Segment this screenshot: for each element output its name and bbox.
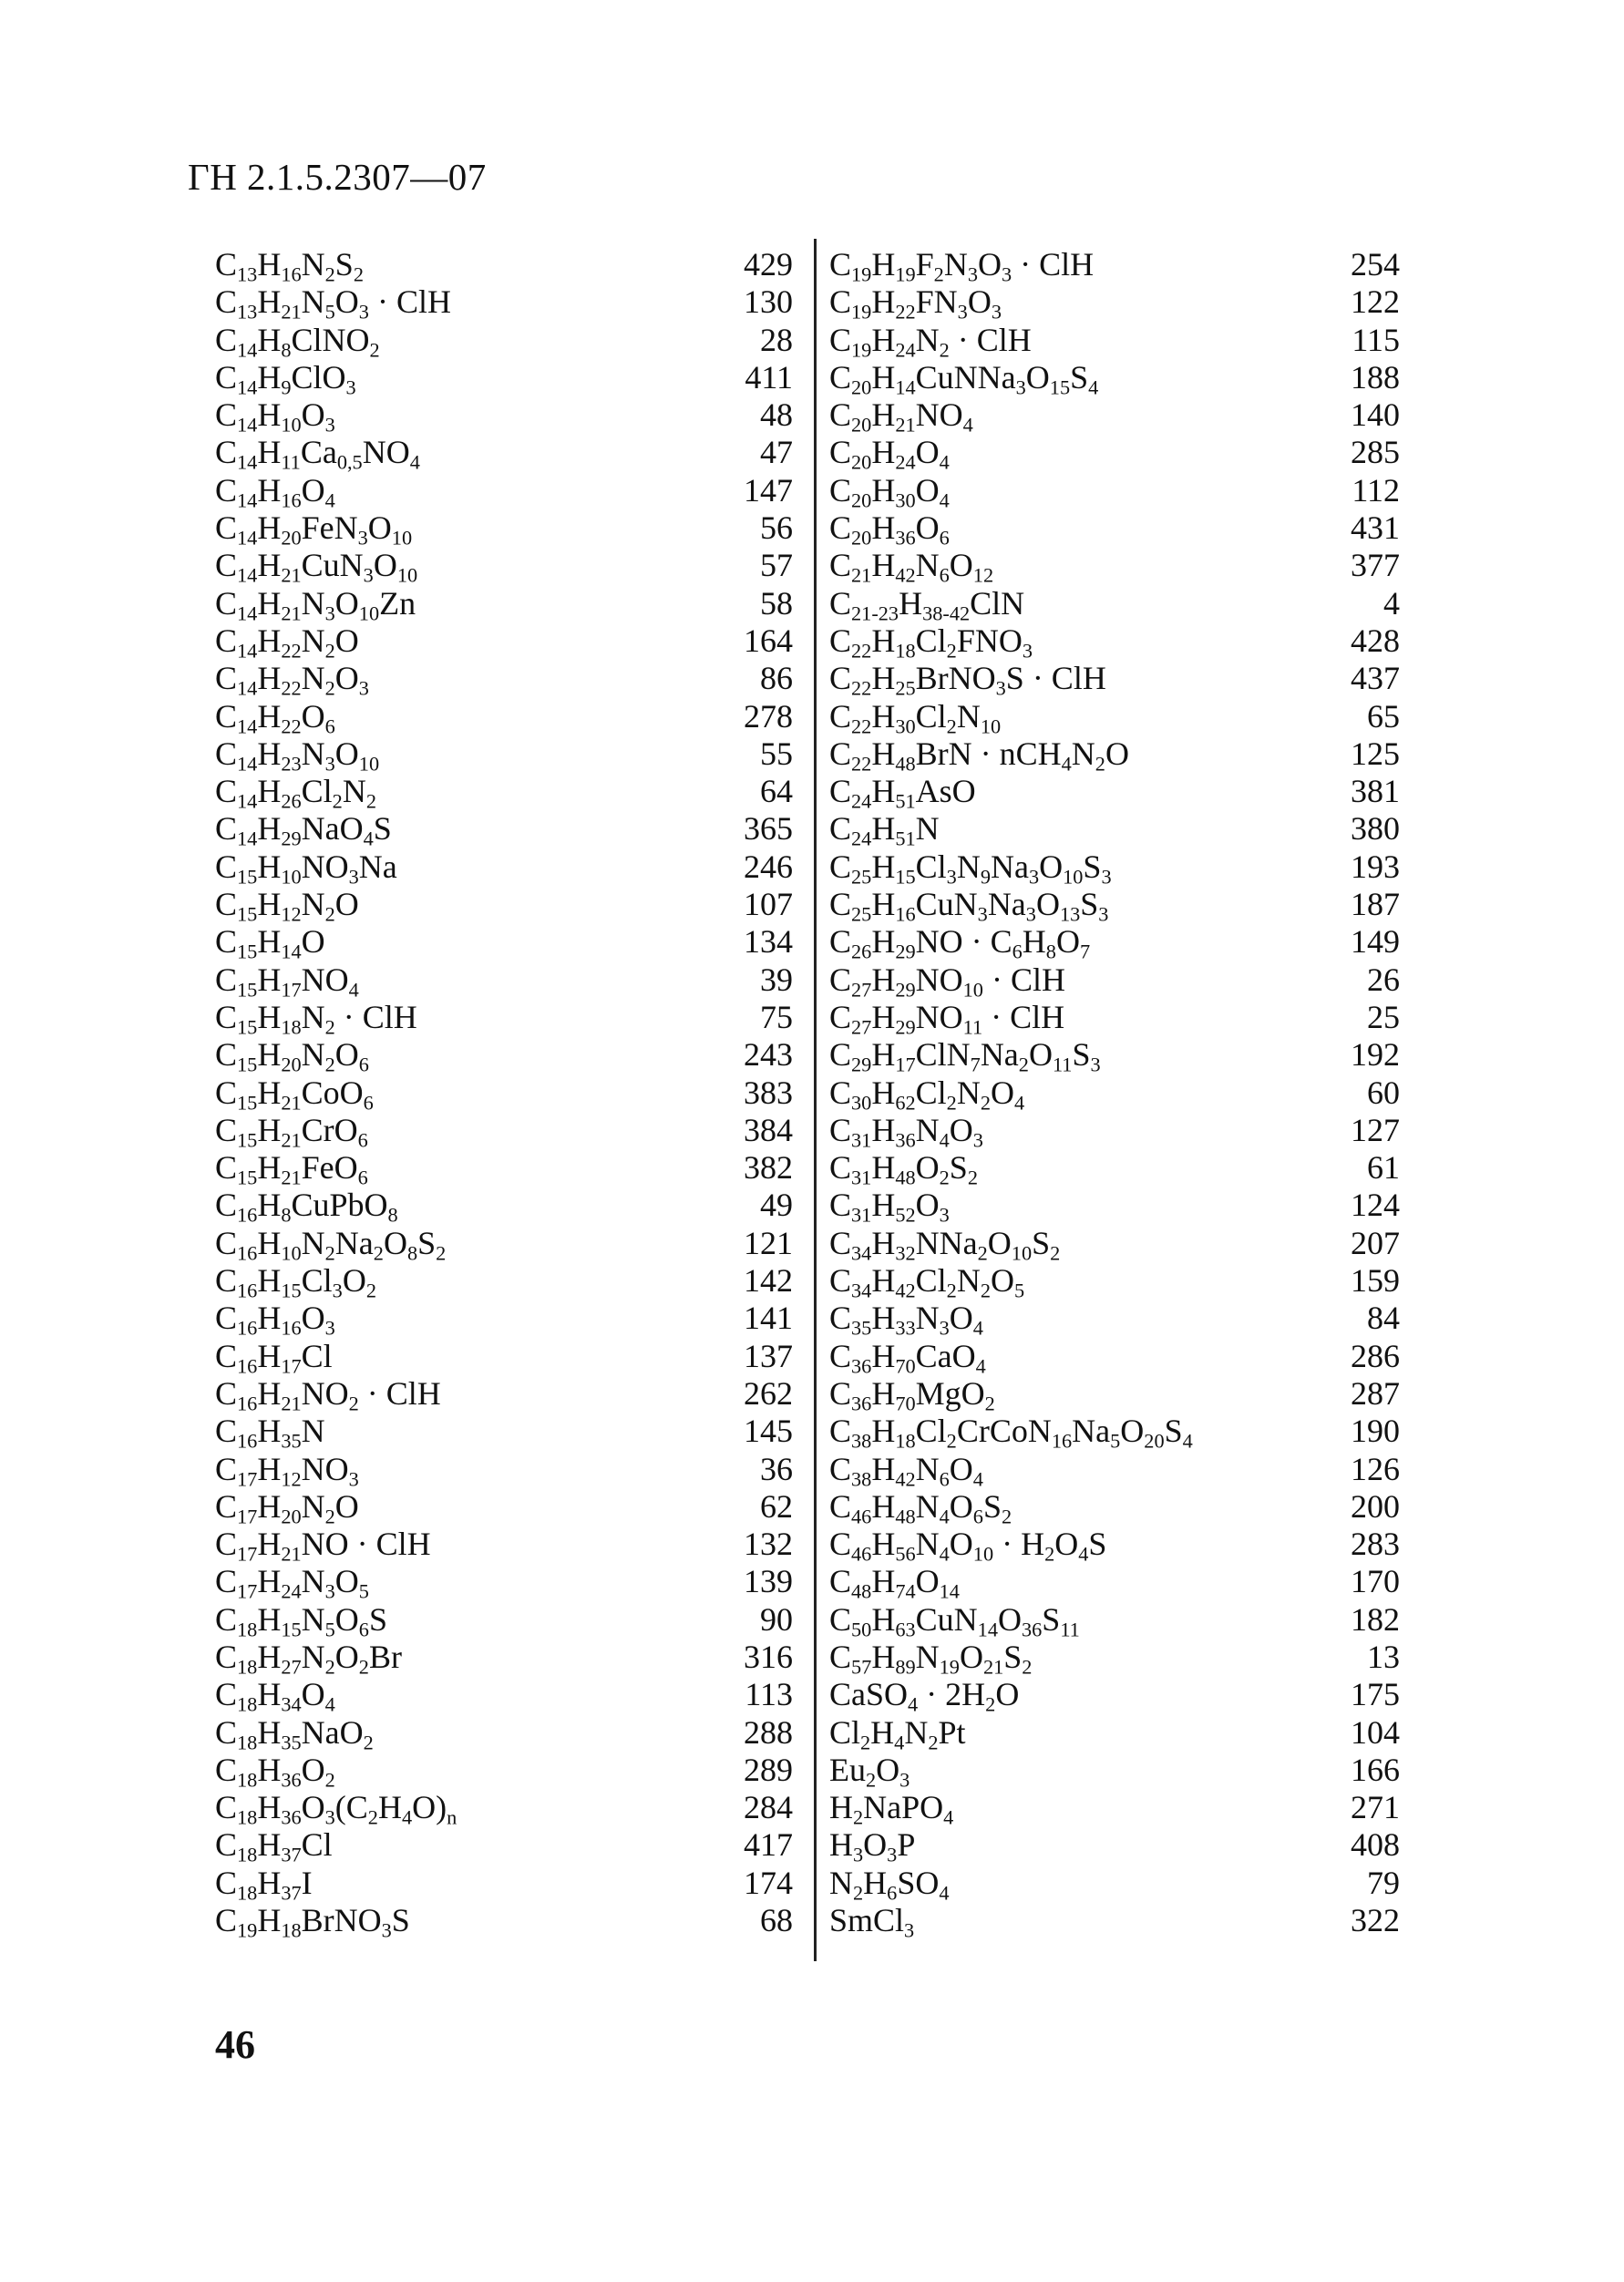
reference-number: 262 (744, 1374, 793, 1412)
reference-number: 132 (744, 1526, 793, 1563)
formula-row (829, 1751, 1400, 1792)
formula-text: $C_{17}H_{21}NO$ · ClH (215, 1526, 431, 1566)
reference-number: 115 (1352, 321, 1400, 358)
formula-row (829, 810, 1400, 851)
formula-text: $C_{36}H_{70}CaO_4$ (829, 1337, 986, 1378)
formula-text: $C_{16}H_{15}Cl_3O_2$ (215, 1262, 376, 1302)
formula-text: $C_{17}H_{12}NO_3$ (215, 1450, 359, 1491)
formula-text: $C_{14}H_{20}FeN_3O_{10}$ (215, 509, 413, 550)
formula-text: $C_{14}H_{10}O_3$ (215, 396, 335, 437)
formula-text: $N_2H_6SO_4$ (829, 1864, 950, 1905)
formula-text: $C_{18}H_{37}I$ (215, 1864, 313, 1905)
formula-text: $C_{15}H_{14}O$ (215, 923, 325, 964)
reference-number: 166 (1351, 1751, 1400, 1788)
formula-row (215, 1187, 793, 1228)
formula-row (829, 1601, 1400, 1639)
formula-row (215, 1638, 793, 1679)
formula-text: SmCl$_3$ (829, 1902, 915, 1942)
formula-row (829, 1450, 1400, 1491)
formula-text: $C_{17}H_{24}N_3O_5$ (215, 1563, 369, 1604)
reference-number: 75 (760, 998, 793, 1035)
formula-row (829, 961, 1400, 1002)
formula-row (215, 886, 793, 926)
reference-number: 47 (760, 434, 793, 471)
reference-number: 64 (760, 773, 793, 810)
reference-number: 246 (744, 848, 793, 885)
formula-text: $C_{15}H_{10}NO_3Na$ (215, 848, 397, 889)
reference-number: 62 (760, 1487, 793, 1525)
formula-text: $C_{21-23}H_{38-42}ClN$ (829, 584, 1025, 625)
formula-text: $C_{19}H_{22}FN_3O_3$ (829, 283, 1002, 324)
reference-number: 175 (1351, 1676, 1400, 1713)
reference-number: 322 (1351, 1902, 1400, 1939)
formula-text: $C_{46}H_{56}N_4O_{10} \cdot H_2O_4S$ (829, 1526, 1107, 1566)
formula-row (829, 1224, 1400, 1265)
formula-text: $C_{35}H_{33}N_3O_4$ (829, 1300, 983, 1340)
formula-row (215, 358, 793, 399)
formula-text: $C_{16}H_{16}O_3$ (215, 1300, 335, 1340)
formula-text: $C_{27}H_{29}NO_{10}$ · ClH (829, 961, 1065, 1002)
reference-number: 122 (1351, 283, 1400, 321)
formula-text: $C_{14}H_{21}N_3O_{10}Zn$ (215, 584, 416, 625)
formula-text: $C_{14}H_{29}NaO_4S$ (215, 810, 392, 851)
formula-row (829, 1826, 1400, 1867)
reference-number: 130 (744, 283, 793, 321)
document-header: ГН 2.1.5.2307—07 (188, 156, 487, 198)
reference-number: 126 (1351, 1450, 1400, 1487)
formula-text: $C_{20}H_{36}O_6$ (829, 509, 950, 550)
formula-text: $C_{15}H_{21}CrO_6$ (215, 1111, 368, 1152)
reference-number: 134 (744, 923, 793, 961)
formula-row (829, 1676, 1400, 1716)
reference-number: 60 (1367, 1074, 1400, 1111)
reference-number: 13 (1367, 1638, 1400, 1675)
formula-text: $C_{18}H_{15}N_5O_6S$ (215, 1600, 387, 1641)
formula-text: $C_{24}H_{51}N$ (829, 810, 940, 851)
reference-number: 28 (760, 321, 793, 358)
formula-row (829, 1111, 1400, 1152)
reference-number: 170 (1351, 1563, 1400, 1600)
reference-number: 316 (744, 1638, 793, 1675)
formula-row (829, 584, 1400, 625)
formula-text: $C_{29}H_{17}ClN_7Na_2O_{11}S_3$ (829, 1036, 1101, 1076)
formula-text: $C_{25}H_{16}CuN_3Na_3O_{13}S_3$ (829, 886, 1109, 926)
formula-row (215, 471, 793, 512)
formula-text: CaSO$_4$ · $2H_2O$ (829, 1676, 1020, 1716)
reference-number: 192 (1351, 1036, 1400, 1074)
formula-row (215, 1864, 793, 1905)
formula-row (829, 848, 1400, 889)
formula-row (829, 1864, 1400, 1905)
formula-text: $C_{14}H_{23}N_3O_{10}$ (215, 735, 380, 776)
formula-text: $C_{18}H_{36}O_3(C_2H_4O)_n$ (215, 1789, 457, 1829)
formula-text: $H_2NaPO_4$ (829, 1789, 954, 1829)
page-number: 46 (215, 2022, 255, 2067)
reference-number: 26 (1367, 961, 1400, 998)
reference-number: 207 (1351, 1224, 1400, 1261)
reference-number: 431 (1351, 509, 1400, 547)
formula-text: $C_{18}H_{34}O_4$ (215, 1676, 335, 1716)
formula-row (829, 1149, 1400, 1187)
formula-text: $C_{24}H_{51}AsO$ (829, 773, 976, 813)
reference-number: 147 (744, 471, 793, 509)
reference-number: 104 (1351, 1713, 1400, 1751)
formula-row (215, 998, 793, 1039)
formula-text: $C_{34}H_{42}Cl_2N_2O_5$ (829, 1262, 1025, 1302)
formula-row (215, 1676, 793, 1716)
formula-row (829, 998, 1400, 1039)
formula-text: $C_{16}H_{35}N$ (215, 1413, 325, 1453)
reference-number: 124 (1351, 1187, 1400, 1224)
formula-index-right-column (829, 246, 1400, 1942)
reference-number: 382 (744, 1149, 793, 1187)
reference-number: 49 (760, 1187, 793, 1224)
formula-text: $C_{38}H_{18}Cl_2CrCoN_{16}Na_5O_{20}S_4$ (829, 1413, 1193, 1453)
formula-text: $C_{14}H_{26}Cl_2N_2$ (215, 773, 376, 813)
formula-row (829, 886, 1400, 926)
formula-text: $C_{13}H_{16}N_2S_2$ (215, 246, 364, 286)
reference-number: 121 (744, 1224, 793, 1261)
formula-row (215, 1563, 793, 1604)
formula-row (829, 1526, 1400, 1566)
reference-number: 36 (760, 1450, 793, 1487)
reference-number: 140 (1351, 396, 1400, 434)
reference-number: 286 (1351, 1337, 1400, 1374)
formula-row (829, 396, 1400, 437)
reference-number: 25 (1367, 998, 1400, 1035)
reference-number: 284 (744, 1789, 793, 1826)
reference-number: 149 (1351, 923, 1400, 961)
formula-text: $C_{14}H_8ClNO_2$ (215, 321, 380, 362)
reference-number: 90 (760, 1600, 793, 1638)
formula-row (215, 1111, 793, 1152)
formula-text: $C_{17}H_{20}N_2O$ (215, 1487, 359, 1528)
formula-row (215, 1300, 793, 1340)
reference-number: 437 (1351, 660, 1400, 697)
reference-number: 428 (1351, 622, 1400, 659)
reference-number: 429 (744, 246, 793, 283)
formula-row (215, 1902, 793, 1942)
formula-index-left-column (215, 246, 793, 1942)
reference-number: 39 (760, 961, 793, 998)
formula-row (829, 1187, 1400, 1228)
formula-row (829, 509, 1400, 550)
formula-row (215, 848, 793, 889)
formula-text: $C_{20}H_{24}O_4$ (829, 434, 950, 475)
formula-text: $C_{18}H_{37}Cl$ (215, 1826, 333, 1867)
formula-text: $C_{16}H_{17}Cl$ (215, 1337, 333, 1378)
reference-number: 164 (744, 622, 793, 659)
formula-text: $C_{15}H_{17}NO_4$ (215, 961, 359, 1002)
reference-number: 381 (1351, 773, 1400, 810)
formula-text: $C_{15}H_{21}FeO_6$ (215, 1149, 368, 1189)
formula-row (215, 547, 793, 588)
formula-text: $C_{15}H_{20}N_2O_6$ (215, 1036, 369, 1076)
formula-text: $C_{14}H_{22}N_2O$ (215, 622, 359, 663)
reference-number: 57 (760, 547, 793, 584)
formula-row (215, 660, 793, 700)
formula-text: $C_{38}H_{42}N_6O_4$ (829, 1450, 983, 1491)
reference-number: 193 (1351, 848, 1400, 885)
formula-row (829, 1413, 1400, 1453)
reference-number: 65 (1367, 697, 1400, 735)
formula-row (215, 773, 793, 813)
formula-row (829, 283, 1400, 324)
formula-row (829, 358, 1400, 399)
formula-row (829, 622, 1400, 663)
formula-row (215, 1751, 793, 1792)
reference-number: 271 (1351, 1789, 1400, 1826)
formula-text: $C_{30}H_{62}Cl_2N_2O_4$ (829, 1074, 1025, 1115)
reference-number: 58 (760, 584, 793, 622)
formula-text: $C_{14}H_9ClO_3$ (215, 358, 356, 399)
formula-row (215, 584, 793, 625)
formula-text: $C_{22}H_{48}BrN \cdot nCH_4N_2O$ (829, 735, 1129, 776)
reference-number: 190 (1351, 1413, 1400, 1450)
reference-number: 142 (744, 1262, 793, 1300)
formula-row (829, 1262, 1400, 1300)
formula-text: $C_{50}H_{63}CuN_{14}O_{36}S_{11}$ (829, 1600, 1080, 1641)
formula-row (215, 810, 793, 851)
reference-number: 285 (1351, 434, 1400, 471)
formula-text: $C_{14}H_{11}Ca_{0,5}NO_4$ (215, 434, 420, 475)
formula-row (215, 1526, 793, 1566)
reference-number: 384 (744, 1111, 793, 1148)
formula-text: $C_{22}H_{25}BrNO_3S$ · ClH (829, 660, 1106, 700)
reference-number: 289 (744, 1751, 793, 1788)
formula-row (215, 1036, 793, 1074)
formula-row (829, 1789, 1400, 1829)
formula-row (215, 396, 793, 437)
formula-text: $C_{57}H_{89}N_{19}O_{21}S_2$ (829, 1638, 1033, 1679)
formula-row (215, 283, 793, 324)
formula-row (215, 1826, 793, 1867)
formula-row (829, 697, 1400, 738)
reference-number: 377 (1351, 547, 1400, 584)
formula-text: $C_{36}H_{70}MgO_2$ (829, 1374, 995, 1415)
formula-text: $C_{26}H_{29}NO \cdot C_6H_8O_7$ (829, 923, 1091, 964)
reference-number: 139 (744, 1563, 793, 1600)
formula-row (829, 1563, 1400, 1604)
reference-number: 380 (1351, 810, 1400, 848)
formula-text: $Cl_2H_4N_2Pt$ (829, 1713, 966, 1754)
reference-number: 287 (1351, 1374, 1400, 1412)
reference-number: 79 (1367, 1864, 1400, 1901)
formula-text: $C_{19}H_{24}N_2$ · ClH (829, 321, 1032, 362)
reference-number: 141 (744, 1300, 793, 1337)
formula-row (829, 660, 1400, 700)
formula-row (215, 1337, 793, 1378)
formula-row (215, 961, 793, 1002)
formula-text: $C_{34}H_{32}NNa_2O_{10}S_2$ (829, 1224, 1061, 1265)
reference-number: 278 (744, 697, 793, 735)
formula-row (215, 1488, 793, 1526)
reference-number: 200 (1351, 1487, 1400, 1525)
formula-text: $C_{20}H_{14}CuNNa_3O_{15}S_4$ (829, 358, 1099, 399)
reference-number: 288 (744, 1713, 793, 1751)
formula-row (829, 1036, 1400, 1074)
reference-number: 61 (1367, 1149, 1400, 1187)
formula-row (215, 1224, 793, 1265)
formula-row (215, 246, 793, 286)
formula-row (829, 1375, 1400, 1413)
reference-number: 127 (1351, 1111, 1400, 1148)
reference-number: 55 (760, 735, 793, 772)
reference-number: 159 (1351, 1262, 1400, 1300)
formula-text: $C_{16}H_8CuPbO_8$ (215, 1187, 398, 1228)
reference-number: 188 (1351, 358, 1400, 396)
formula-text: $C_{18}H_{35}NaO_2$ (215, 1713, 374, 1754)
reference-number: 137 (744, 1337, 793, 1374)
formula-text: $C_{20}H_{30}O_4$ (829, 471, 950, 512)
reference-number: 283 (1351, 1526, 1400, 1563)
reference-number: 4 (1383, 584, 1400, 622)
reference-number: 254 (1351, 246, 1400, 283)
formula-row (215, 1714, 793, 1752)
formula-row (829, 1902, 1400, 1942)
reference-number: 174 (744, 1864, 793, 1901)
formula-row (829, 773, 1400, 813)
formula-row (829, 471, 1400, 512)
formula-row (215, 622, 793, 663)
formula-row (829, 735, 1400, 776)
reference-number: 48 (760, 396, 793, 434)
formula-text: $C_{46}H_{48}N_4O_6S_2$ (829, 1487, 1012, 1528)
formula-row (829, 1337, 1400, 1378)
reference-number: 187 (1351, 886, 1400, 923)
formula-row (215, 1074, 793, 1115)
formula-text: $C_{31}H_{36}N_4O_3$ (829, 1111, 983, 1152)
formula-text: $C_{20}H_{21}NO_4$ (829, 396, 973, 437)
reference-number: 383 (744, 1074, 793, 1111)
reference-number: 417 (744, 1826, 793, 1864)
formula-row (215, 1789, 793, 1829)
reference-number: 125 (1351, 735, 1400, 772)
formula-row (215, 697, 793, 738)
formula-row (215, 923, 793, 964)
reference-number: 145 (744, 1413, 793, 1450)
formula-text: $C_{21}H_{42}N_6O_{12}$ (829, 547, 994, 588)
formula-text: $C_{14}H_{22}N_2O_3$ (215, 660, 369, 700)
formula-row (215, 1149, 793, 1187)
formula-text: $C_{25}H_{15}Cl_3N_9Na_3O_{10}S_3$ (829, 848, 1112, 889)
formula-text: $C_{22}H_{30}Cl_2N_{10}$ (829, 697, 1002, 738)
formula-row (215, 434, 793, 475)
formula-row (215, 1262, 793, 1300)
formula-row (829, 547, 1400, 588)
formula-row (829, 1300, 1400, 1340)
formula-row (829, 923, 1400, 964)
formula-text: $C_{14}H_{16}O_4$ (215, 471, 335, 512)
formula-text: $C_{16}H_{10}N_2Na_2O_8S_2$ (215, 1224, 447, 1265)
formula-row (829, 434, 1400, 475)
formula-text: $C_{15}H_{18}N_2$ · ClH (215, 998, 417, 1039)
formula-text: $C_{18}H_{27}N_2O_2Br$ (215, 1638, 402, 1679)
reference-number: 112 (1352, 471, 1400, 509)
formula-text: $C_{19}H_{18}BrNO_3S$ (215, 1902, 410, 1942)
formula-text: $C_{31}H_{52}O_3$ (829, 1187, 950, 1228)
formula-text: $C_{14}H_{21}CuN_3O_{10}$ (215, 547, 418, 588)
reference-number: 113 (745, 1676, 793, 1713)
formula-text: $Eu_2O_3$ (829, 1751, 910, 1792)
formula-row (215, 1601, 793, 1639)
formula-text: $C_{31}H_{48}O_2S_2$ (829, 1149, 978, 1189)
reference-number: 408 (1351, 1826, 1400, 1864)
formula-text: $C_{22}H_{18}Cl_2FNO_3$ (829, 622, 1033, 663)
formula-row (215, 735, 793, 776)
formula-row (829, 1488, 1400, 1526)
reference-number: 84 (1367, 1300, 1400, 1337)
reference-number: 411 (745, 358, 793, 396)
formula-text: $C_{18}H_{36}O_2$ (215, 1751, 335, 1792)
formula-row (215, 1375, 793, 1413)
formula-row (829, 1074, 1400, 1115)
reference-number: 86 (760, 660, 793, 697)
column-divider (814, 239, 817, 1961)
formula-row (829, 1714, 1400, 1752)
formula-text: $C_{16}H_{21}NO_2$ · ClH (215, 1374, 441, 1415)
formula-text: $C_{15}H_{12}N_2O$ (215, 886, 359, 926)
formula-text: $H_3O_3P$ (829, 1826, 916, 1867)
reference-number: 68 (760, 1902, 793, 1939)
formula-row (215, 1450, 793, 1491)
formula-row (215, 509, 793, 550)
reference-number: 243 (744, 1036, 793, 1074)
formula-row (829, 246, 1400, 286)
formula-text: $C_{15}H_{21}CoO_6$ (215, 1074, 374, 1115)
formula-text: $C_{48}H_{74}O_{14}$ (829, 1563, 960, 1604)
formula-row (829, 321, 1400, 362)
reference-number: 107 (744, 886, 793, 923)
reference-number: 182 (1351, 1600, 1400, 1638)
formula-text: $C_{13}H_{21}N_5O_3$ · ClH (215, 283, 451, 324)
formula-text: $C_{14}H_{22}O_6$ (215, 697, 335, 738)
formula-text: $C_{27}H_{29}NO_{11}$ · ClH (829, 998, 1065, 1039)
reference-number: 365 (744, 810, 793, 848)
formula-text: $C_{19}H_{19}F_2N_3O_3$ · ClH (829, 246, 1095, 286)
formula-row (829, 1638, 1400, 1679)
formula-row (215, 321, 793, 362)
reference-number: 56 (760, 509, 793, 547)
formula-row (215, 1413, 793, 1453)
